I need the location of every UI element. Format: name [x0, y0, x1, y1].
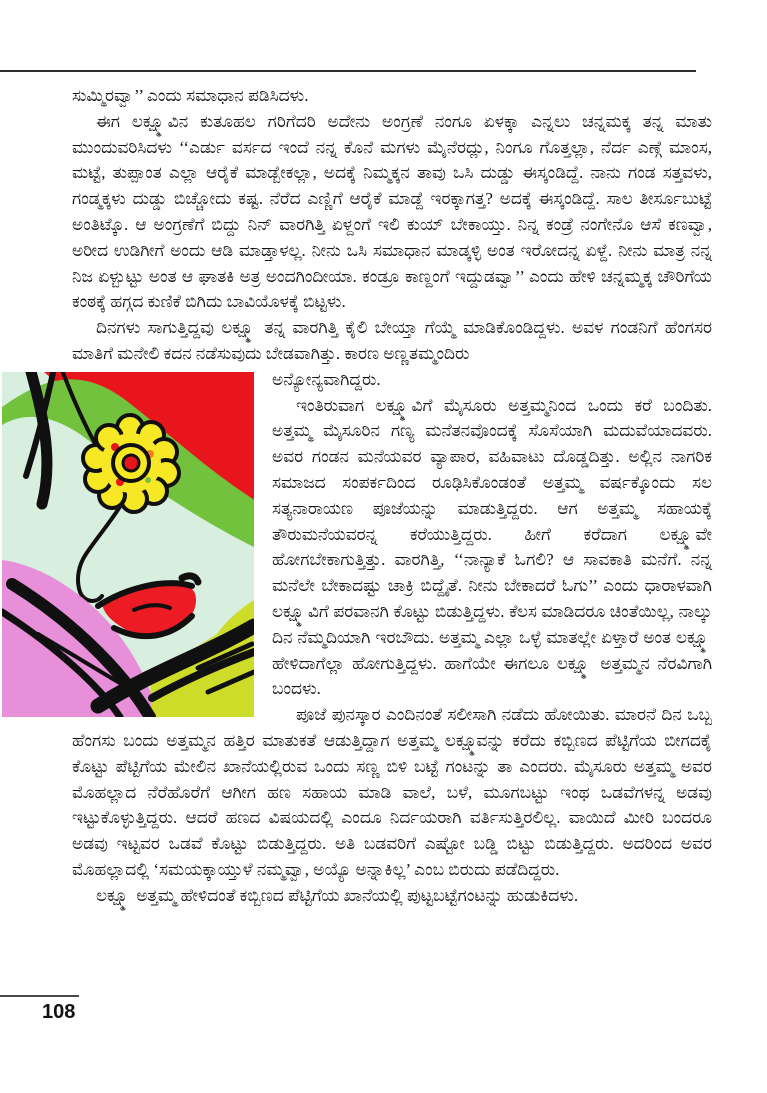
woman-profile-art — [2, 372, 254, 717]
paragraph: ದಿನಗಳು ಸಾಗುತ್ತಿದ್ದವು ಲಕ್ಷ್ಮೂ ತನ್ನ ವಾರಗಿತ್ತಿ ಕೈಲಿ ಬೇಯ್ತಾ ಗೆಯ್ಮೆ ಮಾಡಿಕೊಂಡಿದ್ದಳು. ಅವಳ ಗಂಡನಿಗೆ ಹೆಂಗಸರ ಮಾತಿಗೆ ಮನೇಲಿ ಕದನ ನಡೆಸುವುದು ಬೇಡವಾಗಿತ್ತು. ಕಾರಣ ಅಣ್ಣತಮ್ಮಂದಿರು — [72, 318, 712, 363]
story-text — [72, 83, 712, 909]
face-illustration — [2, 372, 254, 717]
paragraph: ಅನ್ಯೋನ್ಯವಾಗಿದ್ದರು. — [272, 369, 381, 389]
paragraph: ಪೂಜೆ ಪುನಸ್ಕಾರ ಎಂದಿನಂತೆ ಸಲೀಸಾಗಿ ನಡೆದು ಹೋಯಿತು. ಮಾರನೆ ದಿನ ಒಬ್ಬ ಹೆಂಗಸು ಬಂದು ಅತ್ತಮ್ಮನ ಹತ್ತಿರ ಮಾತುಕತೆ ಆಡುತ್ತಿದ್ದಾಗ ಅತ್ತಮ್ಮ ಲಕ್ಷ್ಮೂವನ್ನು ಕರೆದು ಕಬ್ಬಿಣದ ಪೆಟ್ಟಿಗೆಯ ಬೀಗದಕೈ ಕೊಟ್ಟು ಪೆಟ್ಟಿಗೆಯ ಮೇಲಿನ ಖಾನೆಯಲ್ಲಿರುವ ಒಂದು ಸಣ್ಣ ಬಿಳಿ ಬಟ್ಟೆ ಗಂಟನ್ನು ತಾ ಎಂದರು. ಮೈಸೂರು ಅತ್ತಮ್ಮ ಅವರ ಮೊಹಲ್ಲಾದ ನೆರೆಹೊರೆಗೆ ಆಗೀಗ ಹಣ ಸಹಾಯ ಮಾಡಿ ವಾಲೆ, ಬಳೆ, ಮೂಗಬಟ್ಟು ಇಂಥ ಒಡವೆಗಳನ್ನ ಅಡವು ಇಟ್ಟುಕೊಳ್ಳುತ್ತಿದ್ದರು. ಆದರೆ ಹಣದ ವಿಷಯದಲ್ಲಿ ಎಂದೂ ನಿರ್ದಯರಾಗಿ ವರ್ತಿಸುತ್ತಿರಲಿಲ್ಲ. ವಾಯಿದೆ ಮೀರಿ ಬಂದರೂ ಅಡವು ಇಟ್ಟವರ ಒಡವೆ ಕೊಟ್ಟು ಬಿಡುತ್ತಿದ್ದರು. ಅತಿ ಬಡವರಿಗೆ ಎಷ್ಟೋ ಬಡ್ಡಿ ಬಿಟ್ಟು ಬಿಡುತ್ತಿದ್ದರು. ಅದರಿಂದ ಅವರ ಮೊಹಲ್ಲಾದಲ್ಲಿ ‘ಸಮಯಕ್ಕಾಯ್ತುಳೆ ನಮ್ಮವ್ವಾ, ಅಯ್ಯೊ ಅನ್ನಾಕಿಲ್ಲ’ ಎಂಬ ಬಿರುದು ಪಡೆದಿದ್ದರು. — [72, 705, 712, 879]
page-number: 108 — [42, 1001, 76, 1023]
paragraph: ಲಕ್ಷ್ಮೂ ಅತ್ತಮ್ಮ ಹೇಳಿದಂತೆ ಕಬ್ಬಿಣದ ಪೆಟ್ಟಿಗೆಯ ಖಾನೆಯಲ್ಲಿ ಪುಟ್ಟಬಟ್ಟೆಗಂಟನ್ನು ಹುಡುಕಿದಳು. — [96, 885, 579, 905]
wrap-section — [72, 367, 712, 702]
paragraph: ಇಂತಿರುವಾಗ ಲಕ್ಷ್ಮೂವಿಗೆ ಮೈಸೂರು ಅತ್ತಮ್ಮನಿಂದ ಒಂದು ಕರೆ ಬಂದಿತು. ಅತ್ತಮ್ಮ ಮೈಸೂರಿನ ಗಣ್ಯ ಮನೆತನವೊಂದಕ್ಕೆ ಸೊಸೆಯಾಗಿ ಮದುವೆಯಾದವರು. ಅವರ ಗಂಡನ ಮನೆಯವರ ವ್ಯಾಪಾರ, ವಹಿವಾಟು ದೊಡ್ಡದಿತ್ತು. ಅಲ್ಲಿನ ನಾಗರಿಕ ಸಮಾಜದ ಸಂಪರ್ಕದಿಂದ ರೂಢಿಸಿಕೊಂಡಂತೆ ಅತ್ತಮ್ಮ ವರ್ಷಕ್ಕೊಂದು ಸಲ ಸತ್ಯನಾರಾಯಣ ಪೂಜೆಯನ್ನು ಮಾಡುತ್ತಿದ್ದರು. ಆಗ ಅತ್ತಮ್ಮ ಸಹಾಯಕ್ಕೆ ತೌರುಮನೆಯವರನ್ನ ಕರೆಯುತ್ತಿದ್ದರು. ಹೀಗೆ ಕರೆದಾಗ ಲಕ್ಷ್ಮೂವೇ ಹೋಗಬೇಕಾಗುತ್ತಿತ್ತು. ವಾರಗಿತ್ತಿ, ‘‘ನಾನ್ಯಾಕೆ ಓಗಲಿ? ಆ ಸಾವಕಾತಿ ಮನೆಗೆ. ನನ್ನ ಮನೆಲೇ ಬೇಕಾದಷ್ಟು ಚಾಕ್ರಿ ಬಿದ್ದೈತೆ. ನೀನು ಬೇಕಾದರೆ ಓಗು’’ ಎಂದು ಧಾರಾಳವಾಗಿ ಲಕ್ಷ್ಮೂವಿಗೆ ಪರವಾನಗಿ ಕೊಟ್ಟು ಬಿಡುತ್ತಿದ್ದಳು. ಕೆಲಸ ಮಾಡಿದರೂ ಚಿಂತೆಯಿಲ್ಲ, ನಾಲ್ಕು ದಿನ ನೆಮ್ಮದಿಯಾಗಿ ಇರಬೌದು. ಅತ್ತಮ್ಮ ಎಲ್ಲಾ ಒಳ್ಳೆ ಮಾತಲ್ಲೇ ಏಳ್ತಾರೆ ಅಂತ ಲಕ್ಷ್ಮೂ ಹೇಳಿದಾಗೆಲ್ಲಾ ಹೋಗುತ್ತಿದ್ದಳು. ಹಾಗೆಯೇ ಈಗಲೂ ಲಕ್ಷ್ಮೂ ಅತ್ತಮ್ಮನ ನೆರವಿಗಾಗಿ ಬಂದಳು. — [272, 395, 712, 699]
paragraph: ಸುಮ್ಮಿರವ್ವಾ’’ ಎಂದು ಸಮಾಧಾನ ಪಡಿಸಿದಳು. — [72, 86, 309, 105]
footer-rule — [0, 995, 79, 997]
flower-nose-stud — [83, 415, 179, 512]
paragraph: ಈಗ ಲಕ್ಷ್ಮೂವಿನ ಕುತೂಹಲ ಗರಿಗೆದರಿ ಅದೇನು ಅಂಗ್ರಣೆ ನಂಗೂ ಏಳಕ್ಕಾ ಎನ್ನಲು ಚನ್ನಮಕ್ಕ ತನ್ನ ಮಾತು ಮುಂದುವರಿಸಿದಳು ‘‘ಎರ್ಡು ವರ್ಸದ ಇಂದೆ ನನ್ನ ಕೊನೆ ಮಗಳು ಮೈನೆರದ್ಲು, ನಿಂಗೂ ಗೊತ್ತಲ್ಲಾ, ನೆರ್ದ ಎಣ್ಗೆ ಮಾಂಸ, ಮಟ್ಟೆ, ತುಪ್ಪಾಂತ ಎಲ್ಲಾ ಆರೈಕೆ ಮಾಡ್ಬೇಕಲ್ಲಾ, ಅದಕ್ಕೆ ನಿಮ್ಮಕ್ಕನ ತಾವು ಒಸಿ ದುಡ್ಡು ಈಸ್ಕಂಡಿದ್ದೆ. ನಾನು ಗಂಡ ಸತ್ತವಳು, ಗಂಡ್ಮಕ್ಕಳು ದುಡ್ಡು ಬಿಚ್ಚೋದು ಕಷ್ಟ. ನೆರೆದ ಎಣ್ಣಿಗೆ ಆರೈಕೆ ಮಾಡ್ದೆ ಇರಕ್ಕಾಗತ್ತ? ಅದಕ್ಕೆ ಈಸ್ಕಂಡಿದ್ದೆ. ಸಾಲ ತೀರ್ಸೂಬುಟ್ಟೆ ಅಂತಿಟ್ಕೊ. ಆ ಅಂಗ್ರಣೆಗೆ ಬಿದ್ದು ನಿನ್ ವಾರಗಿತ್ತಿ ಏಳ್ದಂಗೆ ಇಲಿ ಕುಯ್ ಬೇಕಾಯ್ತು. ನಿನ್ನ ಕಂಡ್ರೆ ನಂಗೇನೊ ಆಸೆ ಕಣವ್ವಾ, ಅರೀದ ಉಡಿಗೀಗೆ ಅಂದು ಆಡಿ ಮಾಡ್ತಾಳಲ್ಲ. ನೀನು ಒಸಿ ಸಮಾಧಾನ ಮಾಡ್ಕಳ್ಳಿ ಅಂತ ಇರೋದನ್ನ ಏಳ್ದೆ. ನೀನು ಮಾತ್ರ ನನ್ನ ನಿಜ ಏಳ್ಬುಟ್ಟು ಅಂತ ಆ ಘಾತಕಿ ಅತ್ರ ಅಂದಗಿಂದೀಯಾ. ಕಂಡ್ರೂ ಕಾಣ್ದಂಗೆ ಇದ್ದುಡವ್ವಾ’’ ಎಂದು ಹೇಳಿ ಚನ್ನಮ್ಮಕ್ಕ ಚೌರಿಗೆಯ ಕಂಠಕ್ಕೆ ಹಗ್ಗದ ಕುಣಿಕೆ ಬಿಗಿದು ಬಾವಿಯೊಳಕ್ಕೆ ಬಿಟ್ಟಳು. — [72, 111, 712, 312]
header-rule — [0, 70, 696, 72]
